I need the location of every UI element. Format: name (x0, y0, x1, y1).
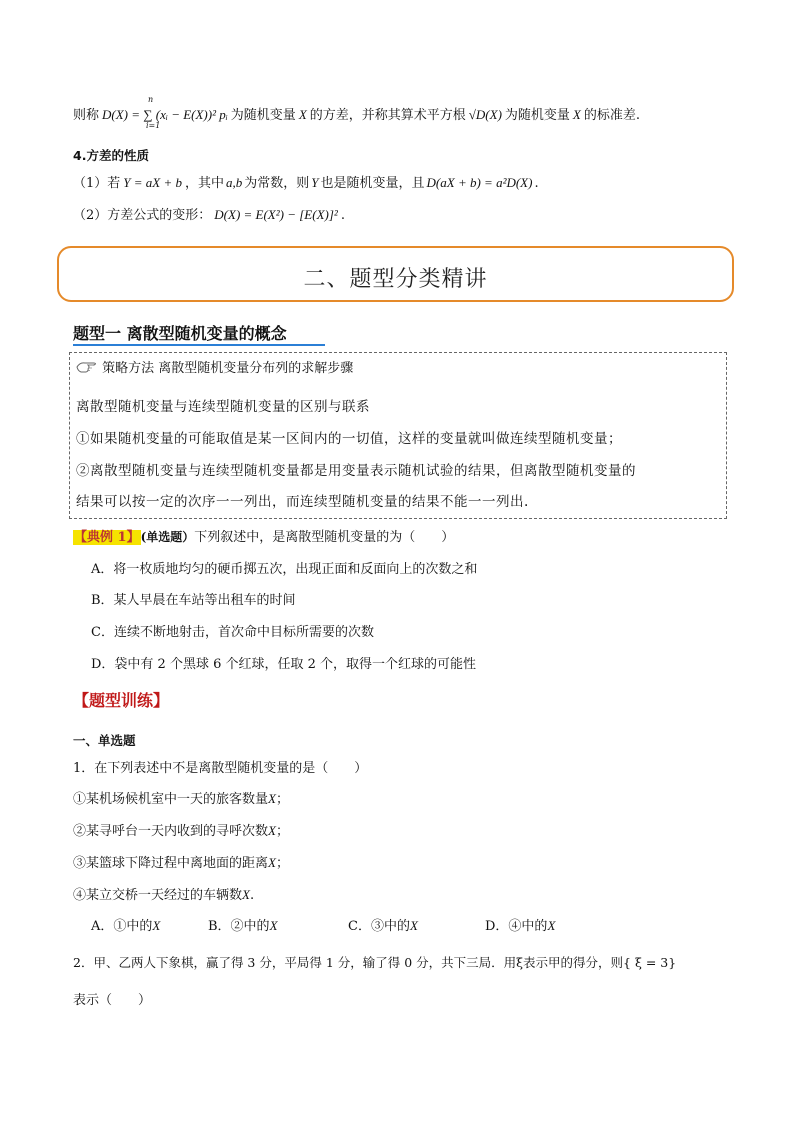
q1-item-2-end: ； (275, 824, 289, 839)
prop1-prefix: （1）若 (73, 176, 121, 191)
section4-heading: 4.方差的性质 (73, 148, 149, 163)
property-2 (73, 204, 345, 223)
strategy-header-text: 策略方法 离散型随机变量分布列的求解步骤 (102, 361, 354, 376)
prop1-end: . (534, 176, 539, 191)
question-2-line2: 表示（ ） (73, 993, 152, 1008)
variance-end: 的标准差. (583, 108, 641, 123)
example1-option-d: D．袋中有 2 个黑球 6 个红球，任取 2 个，取得一个红球的可能性 (91, 657, 477, 672)
question-2-line1: 2．甲、乙两人下象棋，赢了得 3 分，平局得 1 分，输了得 0 分，共下三局．用ξ表示甲的得分，则{ ξ = 3} (73, 955, 677, 970)
example1-option-a: A．将一枚质地均匀的硬币掷五次，出现正面和反面向上的次数之和 (91, 562, 478, 577)
q1-item-1-text: ①某机场候机室中一天的旅客数量 (73, 792, 269, 807)
property-1 (73, 172, 539, 191)
q1-item-3-text: ③某篮球下降过程中离地面的距离 (73, 856, 269, 871)
pointing-hand-icon (76, 360, 98, 378)
type1-underline (73, 344, 325, 346)
training-heading: 【题型训练】 (73, 691, 170, 710)
sum-limits: n (148, 95, 154, 104)
q1-option-a (91, 915, 160, 934)
variance-mid1: 为随机变量 (230, 108, 296, 123)
q1-option-c-var: X (409, 918, 418, 933)
example1-question-text: 下列叙述中，是离散型随机变量的为（ ） (194, 530, 455, 545)
sqrt-expression: √D(X) (468, 107, 502, 122)
strategy-header (76, 357, 353, 378)
example1-option-c: C．连续不断地射击，首次命中目标所需要的次数 (91, 625, 374, 640)
q1-option-d (485, 915, 555, 934)
variance-formula: D(X) = ∑ (xᵢ − E(X))² pᵢ (102, 107, 228, 122)
q1-option-b-text: B．②中的 (208, 919, 270, 934)
example1-type: (单选题） (140, 530, 195, 544)
example1-tag: 【典例 1】 (74, 530, 140, 545)
variance-var: X (298, 107, 307, 122)
q1-item-3-end: ； (275, 856, 289, 871)
strategy-line1: 离散型随机变量与连续型随机变量的区别与联系 (76, 399, 370, 415)
strategy-line2: ①如果随机变量的可能取值是某一区间内的一切值，这样的变量就叫做连续型随机变量； (76, 431, 622, 447)
q1-item-4-end: . (249, 888, 255, 903)
prop1-mid2: 为常数，则 (244, 176, 310, 191)
variance-mid2: 的方差，并称其算术平方根 (309, 108, 466, 123)
q1-option-d-var: X (547, 918, 556, 933)
q1-item-2 (73, 820, 289, 839)
question-1: 1．在下列表述中不是离散型随机变量的是（ ） (73, 761, 368, 776)
variance-prefix: 则称 (73, 108, 100, 123)
type1-title: 题型一 离散型随机变量的概念 (73, 324, 287, 343)
q1-option-a-text: A．①中的 (91, 919, 153, 934)
variance-mid3: 为随机变量 (504, 108, 570, 123)
q1-item-2-var: X (268, 823, 276, 838)
example1-question (73, 526, 454, 545)
prop1-formula2: D(aX + b) = a²D(X) (426, 175, 533, 190)
prop2-end: . (340, 208, 345, 223)
q1-item-2-text: ②某寻呼台一天内收到的寻呼次数 (73, 824, 269, 839)
prop1-ab: a,b (226, 175, 243, 190)
prop2-formula: D(X) = E(X²) − [E(X)]² (214, 207, 338, 222)
q1-item-4 (73, 884, 254, 903)
prop1-mid: ，其中 (185, 176, 225, 191)
strategy-line3: ②离散型随机变量与连续型随机变量都是用变量表示随机试验的结果，但离散型随机变量的 (76, 463, 636, 479)
q1-option-b-var: X (269, 918, 278, 933)
q1-item-4-text: ④某立交桥一天经过的车辆数 (73, 888, 243, 903)
strategy-box (69, 352, 727, 519)
q1-item-4-var: X (242, 887, 250, 902)
prop1-mid3: 也是随机变量，且 (320, 176, 425, 191)
prop2-prefix: （2）方差公式的变形： (73, 208, 212, 223)
q1-option-b (208, 915, 278, 934)
sum-lower: i=1 (146, 121, 161, 130)
strategy-line4: 结果可以按一定的次序一一列出，而连续型随机变量的结果不能一一列出. (76, 494, 529, 510)
training-subheading: 一、单选题 (73, 733, 136, 748)
variance-var-2: X (572, 107, 581, 122)
prop1-formula: Y = aX + b (123, 175, 182, 190)
example1-option-b: B．某人早晨在车站等出租车的时间 (91, 593, 296, 608)
q1-option-c-text: C．③中的 (348, 919, 410, 934)
q1-item-1-end: ； (275, 792, 289, 807)
q1-item-3 (73, 852, 289, 871)
q1-item-1 (73, 788, 289, 807)
q1-item-3-var: X (268, 855, 276, 870)
section-banner (57, 246, 734, 302)
q1-option-a-var: X (152, 918, 161, 933)
q1-option-d-text: D．④中的 (485, 919, 548, 934)
prop1-Y: Y (311, 175, 319, 190)
banner-title: 二、题型分类精讲 (303, 267, 488, 292)
q1-item-1-var: X (268, 791, 276, 806)
q1-option-c (348, 915, 418, 934)
